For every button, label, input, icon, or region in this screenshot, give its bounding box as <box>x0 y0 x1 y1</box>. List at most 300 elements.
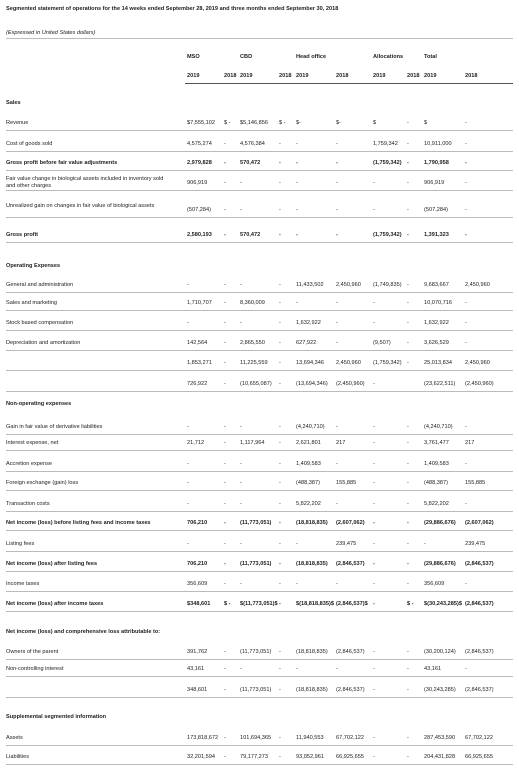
row-value: - <box>407 735 409 741</box>
row-value: - <box>407 141 409 147</box>
row-separator <box>6 190 513 191</box>
row-value: - <box>224 520 226 526</box>
row-value: - <box>187 461 189 467</box>
row-value: 5,822,202 <box>296 501 321 507</box>
row-value: 21,712 <box>187 440 205 446</box>
row-value: (18,818,835) <box>296 520 328 526</box>
row-value: - <box>279 300 281 306</box>
row-value: 101,694,365 <box>240 735 272 741</box>
row-value: - <box>224 666 226 672</box>
row-value: - <box>465 207 467 213</box>
row-value: 217 <box>336 440 346 446</box>
row-label: Income taxes <box>6 581 40 587</box>
row-value: - <box>407 480 409 486</box>
row-value: - <box>465 300 467 306</box>
row-separator <box>6 591 513 592</box>
row-label: General and administration <box>6 282 74 288</box>
row-separator <box>6 697 513 698</box>
year-header: 2018 <box>465 73 478 79</box>
row-value: - <box>224 754 226 760</box>
row-value: (18,818,835) <box>296 561 328 567</box>
row-label: Owners of the parent <box>6 649 59 655</box>
row-value: - <box>279 754 281 760</box>
row-value: - <box>224 180 226 186</box>
row-separator <box>6 471 513 472</box>
row-value: 2,450,960 <box>336 360 361 366</box>
row-value: - <box>240 320 242 326</box>
row-value: - <box>240 207 242 213</box>
row-value: (4,240,710) <box>424 424 453 430</box>
row-value: - <box>465 180 467 186</box>
row-value: - <box>373 649 375 655</box>
row-value: 2,450,960 <box>465 360 490 366</box>
section-operating-expenses: Operating Expenses <box>6 263 61 269</box>
row-value: (11,773,051) <box>240 649 272 655</box>
row-value: 67,702,122 <box>336 735 364 741</box>
row-label: Fair value change in biological assets included in inventory sold and other charges <box>6 176 164 189</box>
row-value: - <box>373 520 375 526</box>
row-value: 2,450,960 <box>465 282 490 288</box>
row-label: Stock based compensation <box>6 320 74 326</box>
row-value: (2,846,537) <box>336 561 365 567</box>
row-value: - <box>224 360 226 366</box>
row-value: (488,387) <box>296 480 320 486</box>
row-label: Assets <box>6 735 23 741</box>
year-header: 2018 <box>407 73 420 79</box>
row-value: (29,886,676) <box>424 561 456 567</box>
segment-header-allocations: Allocations <box>373 54 404 60</box>
section-sales: Sales <box>6 100 21 106</box>
row-separator <box>6 170 513 171</box>
row-value: - <box>224 282 226 288</box>
row-value: - <box>240 424 242 430</box>
row-separator <box>6 530 513 531</box>
row-value: 1,790,958 <box>424 160 449 166</box>
row-value: - <box>224 501 226 507</box>
row-separator <box>6 292 513 293</box>
row-value: - <box>224 340 226 346</box>
row-value: - <box>296 666 298 672</box>
row-value: 391,762 <box>187 649 208 655</box>
row-value: 4,575,274 <box>187 141 212 147</box>
row-value: - <box>240 180 242 186</box>
row-value: (2,607,062) <box>465 520 494 526</box>
row-value: 906,919 <box>424 180 445 186</box>
row-value: 11,940,553 <box>296 735 324 741</box>
row-value: (11,773,051) <box>240 687 272 693</box>
row-value: - <box>465 666 467 672</box>
row-value: - <box>407 754 409 760</box>
row-value: - <box>336 340 338 346</box>
row-value: - <box>296 207 298 213</box>
row-value: $(18,818,835)$ <box>296 601 334 607</box>
row-value: - <box>240 666 242 672</box>
row-separator <box>6 659 513 660</box>
row-value: $348,601 <box>187 601 211 607</box>
row-value: 173,818,672 <box>187 735 219 741</box>
row-label: Gross profit before fair value adjustments <box>6 160 118 166</box>
row-value: 287,453,590 <box>424 735 456 741</box>
row-value: $7,555,102 <box>187 120 215 126</box>
row-value: - <box>296 541 298 547</box>
row-value: (2,846,537) <box>336 649 365 655</box>
row-value: - <box>224 687 226 693</box>
row-separator <box>6 310 513 311</box>
row-value: - <box>279 541 281 547</box>
row-value: - <box>279 160 281 166</box>
row-value: - <box>465 120 467 126</box>
row-value: $- <box>296 120 301 126</box>
row-value: 706,210 <box>187 520 208 526</box>
row-value: - <box>465 340 467 346</box>
row-value: 8,360,009 <box>240 300 265 306</box>
row-value: 3,761,477 <box>424 440 449 446</box>
row-value: 356,609 <box>187 581 208 587</box>
row-value: 4,576,384 <box>240 141 265 147</box>
row-value: - <box>279 480 281 486</box>
row-value: 2,580,193 <box>187 232 212 238</box>
row-separator <box>6 745 513 746</box>
row-value: - <box>407 440 409 446</box>
row-label: Depreciation and amortization <box>6 340 81 346</box>
row-value: - <box>279 180 281 186</box>
row-separator <box>6 490 513 491</box>
row-value: - <box>240 501 242 507</box>
row-value: - <box>279 581 281 587</box>
row-value: 79,177,273 <box>240 754 268 760</box>
row-separator <box>6 330 513 331</box>
row-value: - <box>465 232 467 238</box>
row-label: Gain in fair value of derivative liabilities <box>6 424 103 430</box>
row-value: 1,853,271 <box>187 360 212 366</box>
currency-note: (Expressed in United States dollars) <box>6 30 96 36</box>
row-label: Net income (loss) before listing fees and income taxes <box>6 520 151 526</box>
row-label: Gross profit <box>6 232 39 238</box>
row-label: Net income (loss) after listing fees <box>6 561 98 567</box>
row-value: - <box>187 501 189 507</box>
row-value: (4,240,710) <box>296 424 325 430</box>
row-value: - <box>407 300 409 306</box>
row-separator <box>6 511 513 512</box>
row-value: - <box>296 300 298 306</box>
row-value: - <box>407 340 409 346</box>
section-supplemental: Supplemental segmented information <box>6 714 107 720</box>
row-value: 570,472 <box>240 160 261 166</box>
row-value: - <box>407 649 409 655</box>
row-value: (507,284) <box>424 207 448 213</box>
row-value: - <box>407 424 409 430</box>
row-value: 1,632,922 <box>424 320 449 326</box>
row-value: - <box>224 461 226 467</box>
row-value: 570,472 <box>240 232 261 238</box>
row-value: - <box>279 360 281 366</box>
row-value: 155,885 <box>465 480 486 486</box>
row-value: (2,450,960) <box>336 381 365 387</box>
row-value: 2,865,550 <box>240 340 265 346</box>
row-value: - <box>279 666 281 672</box>
row-value: - <box>373 381 375 387</box>
row-value: - <box>407 561 409 567</box>
row-separator <box>6 130 513 131</box>
row-value: (18,818,835) <box>296 649 328 655</box>
row-value: 3,626,529 <box>424 340 449 346</box>
row-value: 9,683,667 <box>424 282 449 288</box>
row-label: Cost of goods sold <box>6 141 53 147</box>
row-value: 204,431,828 <box>424 754 456 760</box>
row-value: - <box>279 461 281 467</box>
row-value: $ - <box>224 120 231 126</box>
row-value: 25,013,834 <box>424 360 452 366</box>
row-value: - <box>407 501 409 507</box>
row-value: - <box>373 666 375 672</box>
segment-header-head-office: Head office <box>296 54 327 60</box>
row-value: (13,694,346) <box>296 381 328 387</box>
segment-header-total: Total <box>424 54 437 60</box>
row-value: - <box>336 207 338 213</box>
row-value: 348,601 <box>187 687 208 693</box>
row-value: - <box>224 207 226 213</box>
row-value: (11,773,051) <box>240 520 272 526</box>
row-value: - <box>224 300 226 306</box>
row-value: - <box>224 320 226 326</box>
row-value: - <box>224 649 226 655</box>
row-label: Non-controlling interest <box>6 666 64 672</box>
row-value: 5,822,202 <box>424 501 449 507</box>
row-value: $5,146,856 <box>240 120 268 126</box>
row-value: 1,409,583 <box>424 461 449 467</box>
row-value: - <box>279 282 281 288</box>
row-value: 43,161 <box>187 666 205 672</box>
segment-header-mso: MSO <box>187 54 200 60</box>
row-value: 32,201,594 <box>187 754 215 760</box>
row-value: (2,846,537)$ <box>336 601 368 607</box>
row-value: - <box>407 232 409 238</box>
row-value: - <box>296 232 298 238</box>
row-separator <box>6 350 513 351</box>
row-value: - <box>336 180 338 186</box>
row-value: - <box>336 160 338 166</box>
row-value: - <box>187 541 189 547</box>
row-value: - <box>279 601 281 607</box>
row-value: 66,925,655 <box>336 754 364 760</box>
row-value: (2,846,537) <box>336 687 365 693</box>
row-value: - <box>224 480 226 486</box>
row-value: 1,391,323 <box>424 232 449 238</box>
row-value: - <box>373 754 375 760</box>
year-header: 2019 <box>240 73 253 79</box>
row-value: $(30,243,285)$ <box>424 601 462 607</box>
row-value: - <box>407 120 409 126</box>
row-value: (488,387) <box>424 480 448 486</box>
row-value: - <box>407 207 409 213</box>
row-value: - <box>465 461 467 467</box>
row-value: - <box>296 180 298 186</box>
row-value: - <box>407 581 409 587</box>
row-value: 1,409,583 <box>296 461 321 467</box>
row-value: 10,911,000 <box>424 141 452 147</box>
year-header: 2019 <box>187 73 200 79</box>
row-value: (2,846,537) <box>465 601 494 607</box>
row-value: - <box>336 320 338 326</box>
row-value: 239,475 <box>336 541 357 547</box>
row-value: - <box>296 160 298 166</box>
row-value: 66,925,655 <box>465 754 493 760</box>
row-value: - <box>465 160 467 166</box>
row-value: 706,210 <box>187 561 208 567</box>
row-value: - <box>373 461 375 467</box>
row-value: - <box>407 160 409 166</box>
row-value: - <box>279 735 281 741</box>
row-value: $ - <box>407 601 414 607</box>
header-rule <box>6 38 513 39</box>
row-label: Net income (loss) after income taxes <box>6 601 104 607</box>
row-value: 726,922 <box>187 381 208 387</box>
row-value: - <box>373 424 375 430</box>
row-value: - <box>373 735 375 741</box>
row-value: - <box>465 424 467 430</box>
row-value: (2,450,960) <box>465 381 494 387</box>
row-separator <box>6 391 513 392</box>
row-value: - <box>224 541 226 547</box>
row-value: - <box>336 666 338 672</box>
row-value: 627,922 <box>296 340 317 346</box>
row-value: 2,621,801 <box>296 440 321 446</box>
row-value: - <box>279 381 281 387</box>
row-value: - <box>336 141 338 147</box>
row-label: Unrealized gain on changes in fair value of biological assets <box>6 203 155 209</box>
row-value: - <box>373 561 375 567</box>
row-value: 67,702,122 <box>465 735 493 741</box>
row-value: - <box>224 232 226 238</box>
row-value: 2,450,960 <box>336 282 361 288</box>
row-value: - <box>279 340 281 346</box>
row-label: Sales and marketing <box>6 300 57 306</box>
row-value: (1,759,342) <box>373 232 402 238</box>
row-value: - <box>336 300 338 306</box>
row-value: - <box>373 300 375 306</box>
row-value: - <box>279 687 281 693</box>
row-value: (2,607,062) <box>336 520 365 526</box>
section-non-operating: Non-operating expenses <box>6 401 72 407</box>
row-value: - <box>407 282 409 288</box>
row-value: 155,885 <box>336 480 357 486</box>
statement-title: Segmented statement of operations for the 14 weeks ended September 28, 2019 and three months ended September 30, 2018 <box>6 6 339 12</box>
year-header: 2018 <box>224 73 237 79</box>
row-value: (507,284) <box>187 207 211 213</box>
row-value: - <box>224 160 226 166</box>
row-value: - <box>279 141 281 147</box>
row-value: - <box>279 649 281 655</box>
row-value: - <box>224 440 226 446</box>
row-value: 11,225,559 <box>240 360 268 366</box>
row-value: - <box>373 687 375 693</box>
row-value: - <box>373 440 375 446</box>
row-value: 1,710,707 <box>187 300 212 306</box>
row-value: - <box>224 735 226 741</box>
row-value: - <box>279 501 281 507</box>
row-label: Accretion expense <box>6 461 53 467</box>
row-value: - <box>296 141 298 147</box>
row-value: - <box>240 581 242 587</box>
row-value: - <box>407 687 409 693</box>
row-value: - <box>465 141 467 147</box>
row-separator <box>6 551 513 552</box>
row-separator <box>6 434 513 435</box>
row-value: - <box>187 320 189 326</box>
row-value: - <box>373 320 375 326</box>
row-value: - <box>373 180 375 186</box>
row-value: 10,070,716 <box>424 300 452 306</box>
row-value: - <box>407 666 409 672</box>
row-separator <box>6 676 513 677</box>
row-value: - <box>465 501 467 507</box>
row-separator <box>6 450 513 451</box>
row-value: (18,818,835) <box>296 687 328 693</box>
row-separator <box>6 370 513 371</box>
row-value: - <box>224 381 226 387</box>
row-value: (9,507) <box>373 340 391 346</box>
row-value: 11,433,502 <box>296 282 324 288</box>
row-value: - <box>407 180 409 186</box>
row-separator <box>6 611 513 612</box>
row-value: - <box>373 501 375 507</box>
row-value: - <box>224 561 226 567</box>
row-value: (29,886,676) <box>424 520 456 526</box>
row-value: - <box>187 424 189 430</box>
row-value: 142,564 <box>187 340 208 346</box>
row-value: - <box>296 581 298 587</box>
row-value: 13,694,346 <box>296 360 324 366</box>
row-value: - <box>279 232 281 238</box>
row-separator <box>6 764 513 765</box>
row-value: - <box>407 541 409 547</box>
row-value: - <box>279 561 281 567</box>
row-value: - <box>187 480 189 486</box>
row-value: - <box>407 520 409 526</box>
row-value: 906,919 <box>187 180 208 186</box>
row-value: - <box>336 461 338 467</box>
row-separator <box>6 571 513 572</box>
row-value: - <box>224 141 226 147</box>
row-value: - <box>279 424 281 430</box>
row-value: - <box>240 461 242 467</box>
row-value: 1,759,342 <box>373 141 398 147</box>
row-value: (2,846,537) <box>465 649 494 655</box>
row-value: - <box>336 501 338 507</box>
row-value: 239,475 <box>465 541 486 547</box>
section-attributable: Net income (loss) and comprehensive loss attributable to: <box>6 629 161 635</box>
row-value: (10,655,087) <box>240 381 272 387</box>
year-header: 2018 <box>336 73 349 79</box>
row-value: 1,632,922 <box>296 320 321 326</box>
row-value: $ <box>424 120 428 126</box>
row-value: - <box>407 360 409 366</box>
row-value: - <box>336 424 338 430</box>
row-value: - <box>407 461 409 467</box>
row-value: - <box>240 480 242 486</box>
year-header: 2019 <box>424 73 437 79</box>
row-value: (2,846,537) <box>465 687 494 693</box>
row-value: 43,161 <box>424 666 442 672</box>
row-label: Interest expense, net <box>6 440 59 446</box>
row-value: - <box>373 207 375 213</box>
row-value: (11,773,051) <box>240 561 272 567</box>
row-value: - <box>336 581 338 587</box>
row-value: - <box>279 520 281 526</box>
row-label: Revenue <box>6 120 29 126</box>
row-value: (1,759,342) <box>373 360 402 366</box>
year-header: 2019 <box>296 73 309 79</box>
